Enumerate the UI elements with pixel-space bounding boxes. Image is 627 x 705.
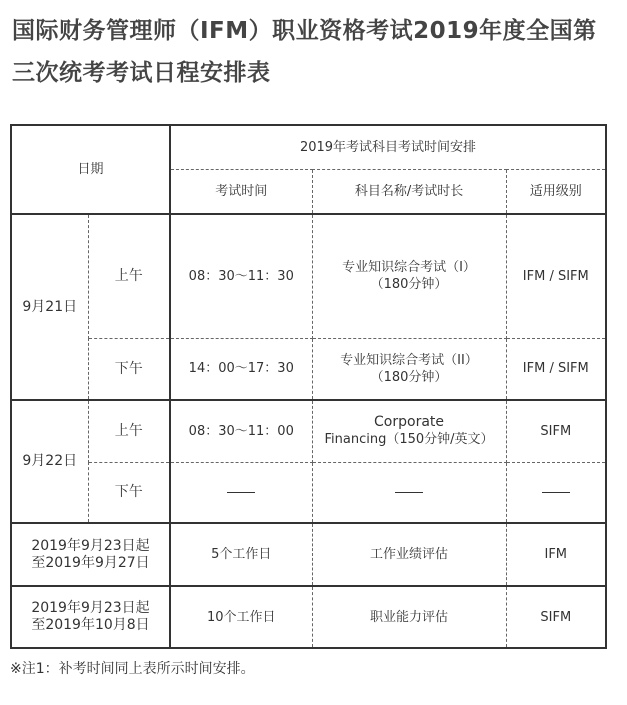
date-range-start: 2019年9月23日起	[31, 600, 150, 616]
period-cell: 上午	[88, 400, 170, 462]
exam-time-cell: 08：30～11：30	[170, 214, 312, 338]
exam-time-cell	[170, 462, 312, 523]
table-row	[11, 400, 606, 462]
level-cell: SIFM	[506, 400, 606, 462]
subject-cell	[312, 400, 506, 462]
level-cell: SIFM	[506, 586, 606, 648]
date-cell: 9月22日	[11, 400, 88, 523]
date-range-cell	[11, 523, 170, 586]
date-cell: 9月21日	[11, 214, 88, 400]
period-cell: 下午	[88, 462, 170, 523]
date-header: 日期	[11, 125, 170, 214]
subject-duration: Financing（150分钟/英文）	[324, 432, 494, 448]
level-header: 适用级别	[506, 169, 606, 214]
subject-name: Corporate	[374, 414, 445, 431]
table-header-row	[11, 125, 606, 169]
level-cell	[506, 462, 606, 523]
table-row	[11, 462, 606, 523]
date-range-start: 2019年9月23日起	[31, 537, 150, 554]
date-range-end: 至2019年10月8日	[31, 617, 150, 633]
exam-time-cell: 14：00～17：30	[170, 338, 312, 400]
subject-cell: 职业能力评估	[312, 586, 506, 648]
subject-duration: （180分钟）	[370, 369, 448, 385]
subject-cell	[312, 214, 506, 338]
exam-time-cell: 5个工作日	[170, 523, 312, 586]
subject-header: 科目名称/考试时长	[312, 169, 506, 214]
subject-cell	[312, 338, 506, 400]
table-row	[11, 586, 606, 648]
empty-dash	[395, 492, 423, 493]
date-range-end: 至2019年9月27日	[31, 554, 150, 571]
level-cell: IFM / SIFM	[506, 214, 606, 338]
exam-time-cell: 10个工作日	[170, 586, 312, 648]
exam-time-cell: 08：30～11：00	[170, 400, 312, 462]
footnote: ※注1：补考时间同上表所示时间安排。	[10, 661, 255, 677]
table-row	[11, 214, 606, 338]
date-range-cell	[11, 586, 170, 648]
table-row	[11, 338, 606, 400]
schedule-group-header: 2019年考试科目考试时间安排	[170, 125, 606, 169]
subject-cell: 工作业绩评估	[312, 523, 506, 586]
subject-name: 专业知识综合考试（I）	[342, 260, 476, 276]
subject-name: 专业知识综合考试（II）	[340, 352, 478, 368]
exam-time-header: 考试时间	[170, 169, 312, 214]
level-cell: IFM / SIFM	[506, 338, 606, 400]
subject-cell	[312, 462, 506, 523]
period-cell: 下午	[88, 338, 170, 400]
level-cell: IFM	[506, 523, 606, 586]
empty-dash	[227, 492, 255, 493]
empty-dash	[542, 492, 570, 493]
subject-duration: （180分钟）	[370, 277, 448, 293]
period-cell: 上午	[88, 214, 170, 338]
page-title: 国际财务管理师（IFM）职业资格考试2019年度全国第三次统考考试日程安排表	[12, 18, 597, 86]
exam-schedule-table	[10, 124, 607, 649]
table-row	[11, 523, 606, 586]
